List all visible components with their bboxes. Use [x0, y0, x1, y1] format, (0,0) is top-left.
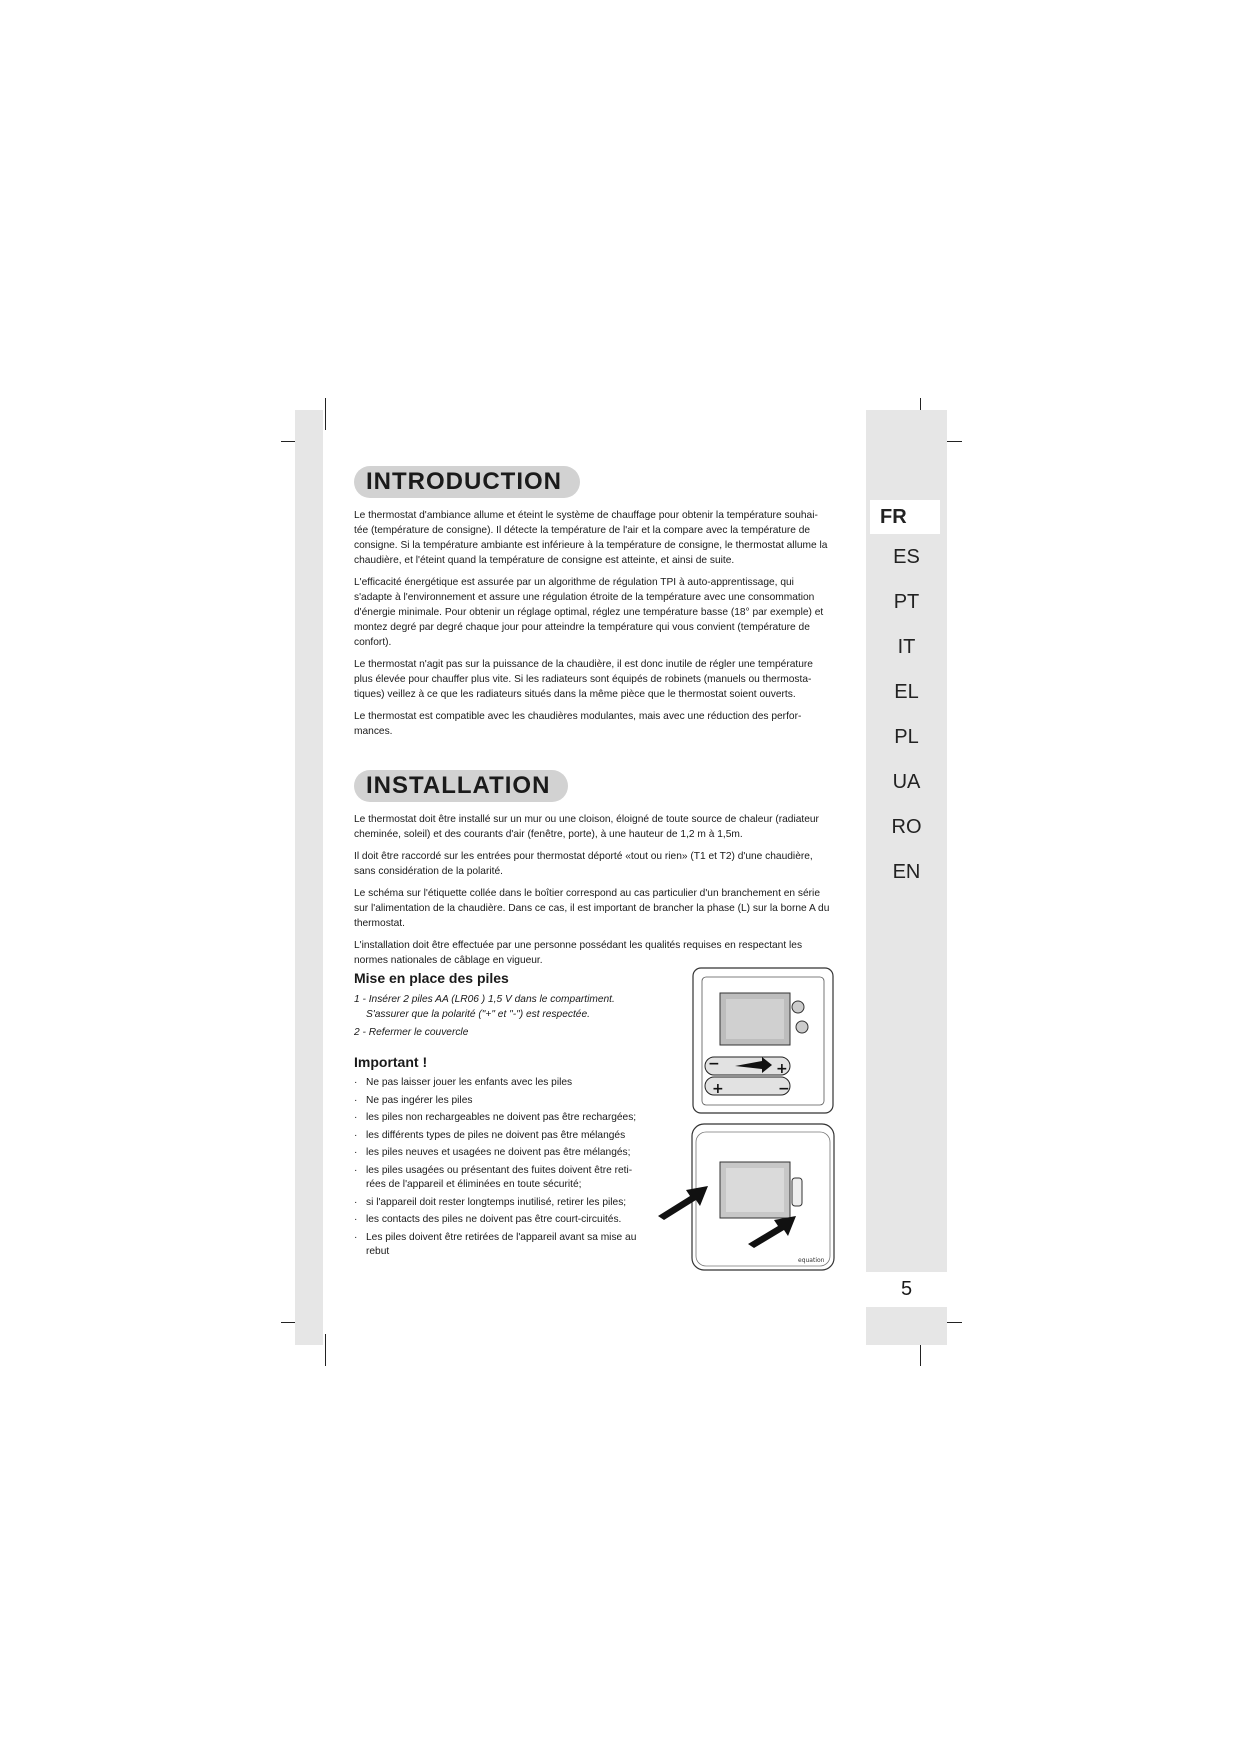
brand-label: equation	[798, 1257, 825, 1264]
important-list	[354, 1076, 644, 1260]
lang-tab-ro[interactable]: RO	[891, 816, 922, 838]
important-heading: Important !	[354, 1054, 428, 1070]
intro-paragraph: Le thermostat est compatible avec les chaudières modulantes, mais avec une réduction des perfor-mances.	[354, 711, 802, 737]
lang-tab-en[interactable]: EN	[892, 861, 921, 883]
intro-paragraph: Le thermostat n'agit pas sur la puissance de la chaudière, il est donc inutile de régler une température plus élevée pour chauffer plus vite. Si les radiateurs sont équipés de robinets (manuels ou thermosta-tiques) veillez à ce que les radiateurs situés dans la même pièce que le thermostat soient ouverts.	[354, 659, 813, 700]
lang-tab-it[interactable]: IT	[897, 636, 916, 658]
install-paragraph: L'installation doit être effectuée par une personne possédant les qualités requises en respectant les normes nationales de câblage en vigueur.	[354, 940, 803, 966]
crop-mark	[325, 1334, 326, 1366]
list-item: · Les piles doivent être retirées de l'appareil avant sa mise au rebut	[354, 1231, 644, 1260]
minus-sign: −	[778, 1081, 790, 1097]
minus-sign: −	[708, 1056, 720, 1072]
main-content	[354, 466, 832, 975]
list-item: · les piles non rechargeables ne doivent pas être rechargées;	[354, 1111, 644, 1126]
installation-heading: INSTALLATION	[354, 770, 568, 802]
install-paragraph: Le schéma sur l'étiquette collée dans le boîtier correspond au cas particulier d'un branchement en série sur l'alimentation de la chaudière. Dans ce cas, il est important de brancher la phase (L) sur la borne A du thermostat.	[354, 888, 830, 929]
thermostat-open-illustration	[690, 965, 840, 1120]
install-paragraph: Il doit être raccordé sur les entrées pour thermostat déporté «tout ou rien» (T1 et T2) d'une chaudière, sans considération de la polarité.	[354, 851, 813, 877]
lang-tab-pt[interactable]: PT	[893, 591, 920, 613]
plus-sign: +	[776, 1061, 788, 1077]
install-paragraph: Le thermostat doit être installé sur un mur ou une cloison, éloigné de toute source de chaleur (radiateur cheminée, soleil) et des courants d'air (fenêtre, porte), à une hauteur de 1,2 m à 1,5m.	[354, 814, 819, 840]
left-margin-band	[295, 410, 323, 1345]
lang-tab-ua[interactable]: UA	[892, 771, 921, 793]
list-item: · si l'appareil doit rester longtemps inutilisé, retirer les piles;	[354, 1196, 644, 1211]
battery-step: 1 - Insérer 2 piles AA (LR06 ) 1,5 V dans le compartiment. S'assurer que la polarité ("+" et "-") est respectée.	[354, 994, 615, 1020]
page-number: 5	[866, 1272, 947, 1307]
lang-tab-es[interactable]: ES	[893, 546, 920, 568]
lang-tab-el[interactable]: EL	[894, 681, 919, 703]
list-item: · Ne pas ingérer les piles	[354, 1094, 644, 1109]
list-item: · Ne pas laisser jouer les enfants avec les piles	[354, 1076, 644, 1091]
battery-step: 2 - Refermer le couvercle	[354, 1027, 469, 1038]
lang-tab-pl[interactable]: PL	[894, 726, 919, 748]
list-item: · les contacts des piles ne doivent pas être court-circuités.	[354, 1213, 644, 1228]
batteries-section	[354, 970, 654, 1263]
thermostat-closed-illustration	[650, 1120, 840, 1275]
list-item: · les différents types de piles ne doivent pas être mélangés	[354, 1129, 644, 1144]
list-item: · les piles usagées ou présentant des fuites doivent être reti-rées de l'appareil et éliminées en toute sécurité;	[354, 1164, 644, 1193]
crop-mark	[325, 398, 326, 430]
intro-paragraph: L'efficacité énergétique est assurée par un algorithme de régulation TPI à auto-apprentissage, qui s'adapte à l'environnement et assure une régulation étroite de la température avec une consommation d'énergie minimale. Pour obtenir un réglage optimal, réglez une température basse (18° par exemple) et montez degré par degré chaque jour pour atteindre la température qui vous convient (température de confort).	[354, 577, 824, 648]
plus-sign: +	[712, 1081, 724, 1097]
lang-tab-fr[interactable]: FR	[870, 500, 940, 534]
batteries-heading: Mise en place des piles	[354, 970, 509, 986]
list-item: · les piles neuves et usagées ne doivent pas être mélangés;	[354, 1146, 644, 1161]
introduction-heading: INTRODUCTION	[354, 466, 580, 498]
intro-paragraph: Le thermostat d'ambiance allume et éteint le système de chauffage pour obtenir la température souhai-tée (température de consigne). Il détecte la température de l'air et la compare avec la température de consigne. Si la température ambiante est inférieure à la température de consigne, le thermostat allume la chaudière, et l'éteint quand la température de consigne est atteinte, et ainsi de suite.	[354, 510, 828, 566]
